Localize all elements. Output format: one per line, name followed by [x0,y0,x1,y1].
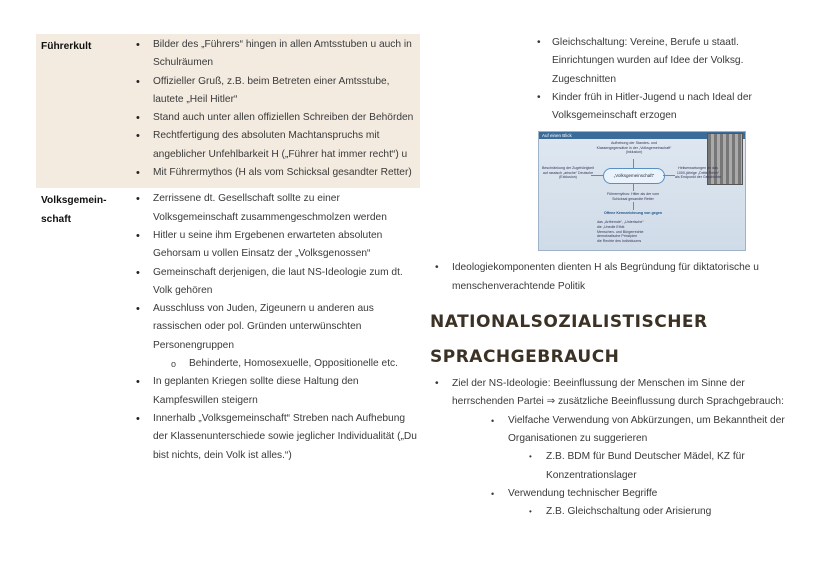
left-column [36,34,420,471]
diagram-enemy-item: das „Artfremde“, „Unterische“ [597,220,644,225]
list-item: • Zerrissene dt. Gesellschaft sollte zu einer Volksgemeinschaft zusammengeschmolzen werden [153,190,420,227]
bullet-list [430,34,790,125]
diagram-enemy-heading: Offene Kennzeichnung von gegen [603,211,663,216]
list-item: • Ideologiekomponenten dienten H als Begründung für diktatorische u menschenverachtende Politik [452,259,790,296]
list-item [452,375,790,521]
diagram-enemy-list [597,220,644,243]
section-fuehrerkult [36,34,420,188]
list-item: • Kinder früh in Hitler-Jugend u nach Ideal der Volksgemeinschaft erzogen [552,89,790,126]
list-item: • Stand auch unter allen offiziellen Schreiben der Behörden [153,109,420,127]
sub-list-item: o Behinderte, Homosexuelle, Oppositionelle etc. [189,355,420,373]
bullet-list [430,375,790,521]
list-item: • Hitler u seine ihm Ergebenen erwarteten absoluten Gehorsam u vollen Einsatz der „Volksgenossen“ [153,227,420,264]
sub-list [153,355,420,373]
sub-list-item [508,412,790,485]
diagram-below-text: Führermythos: Hitler als der vom Schicksal gesandte Retter [606,192,660,201]
diagram-center: „Volksgemeinschaft“ [603,168,665,184]
list-item: • Mit Führermythos (H als vom Schicksal gesandter Retter) [153,164,420,182]
diagram-enemy-item: Menschen- und Bürgerrechte [597,229,644,234]
list-item: • In geplanten Kriegen sollte diese Haltung den Kampfeswillen steigern [153,373,420,410]
bullet-list [133,188,420,470]
list-item: • Innerhalb „Volksgemeinschaft“ Streben nach Aufhebung der Klassenunterschiede sowie jeglicher Individualität („Du bist nichts, dein Volk ist alles.“) [153,410,420,465]
list-item: • Gemeinschaft derjenigen, die laut NS-Ideologie zum dt. Volk gehören [153,264,420,301]
diagram-connector [633,183,634,191]
term-line: schaft [41,213,72,225]
list-item: • Offizieller Gruß, z.B. beim Betreten einer Amtsstube, lautete „Heil Hitler“ [153,73,420,110]
sub-sub-list [508,448,790,485]
diagram-connector [591,175,603,176]
section-heading: SPRACHGEBRAUCH [430,347,620,368]
diagram-connector [633,202,634,210]
sub-list-item [508,485,790,522]
diagram-enemy-item: die „Unedle Ethik [597,225,625,230]
sub-list-item-text: Verwendung technischer Begriffe [508,487,658,499]
right-column [430,34,790,521]
list-item: • Rechtfertigung des absoluten Machtanspruchs mit angeblicher Unfehlbarkeit H („Führer hat immer recht“) u [153,127,420,164]
list-item [153,300,420,373]
diagram-enemy-item: die Rechte des Individuums [597,238,642,243]
list-item-text: Ausschluss von Juden, Zigeunern u anderen aus rassischen oder pol. Gründen unterwünschten Personengruppen [153,303,374,351]
term-label [36,188,133,470]
term-label: Führerkult [41,41,92,52]
section-volksgemeinschaft [36,188,420,470]
bullet-list [133,34,420,188]
sub-sub-list [508,503,790,521]
diagram-connector [663,175,675,176]
sub-sub-list-item: • Z.B. Gleichschaltung oder Arisierung [546,503,790,521]
section-heading: NATIONALSOZIALISTISCHER [430,312,708,333]
term-line: Volksgemein- [41,195,107,207]
diagram-left-text: Beschränkung der Zugehörigkeit auf rassisch „arische“ Deutsche (Exklusion) [542,166,594,180]
diagram-enemy-item: demokratische Prinzipien [597,234,638,239]
list-item: • Gleichschaltung: Vereine, Berufe u staatl. Einrichtungen wurden auf Idee der Volksg. Zugeschnitten [552,34,790,89]
sub-list-item-text: Vielfache Verwendung von Abkürzungen, um Bekanntheit der Organisationen zu suggerieren [508,414,785,444]
list-item-text: Ziel der NS-Ideologie: Beeinflussung der Menschen im Sinne der herrschenden Partei ⇒ zusätzliche Beeinflussung durch Sprachgebrauch: [452,378,784,408]
diagram-right-text: Heilserwartungen an das 1000-jährige „Dritte Reich“ als Endpunkt der Geschichte [675,166,721,180]
bullet-list [430,259,790,296]
sub-list [452,412,790,522]
concept-diagram [538,131,746,251]
sub-sub-list-item: • Z.B. BDM für Bund Deutscher Mädel, KZ für Konzentrationslager [546,448,790,485]
diagram-connector [633,159,634,168]
diagram-top-text: Aufhebung der Standes- und Klassengegensätze in der „Volksgemeinschaft“ (Inklusion) [596,141,672,155]
diagram-header: Auf einen Blick [539,132,745,139]
list-item: • Bilder des „Führers“ hingen in allen Amtsstuben u auch in Schulräumen [153,36,420,73]
